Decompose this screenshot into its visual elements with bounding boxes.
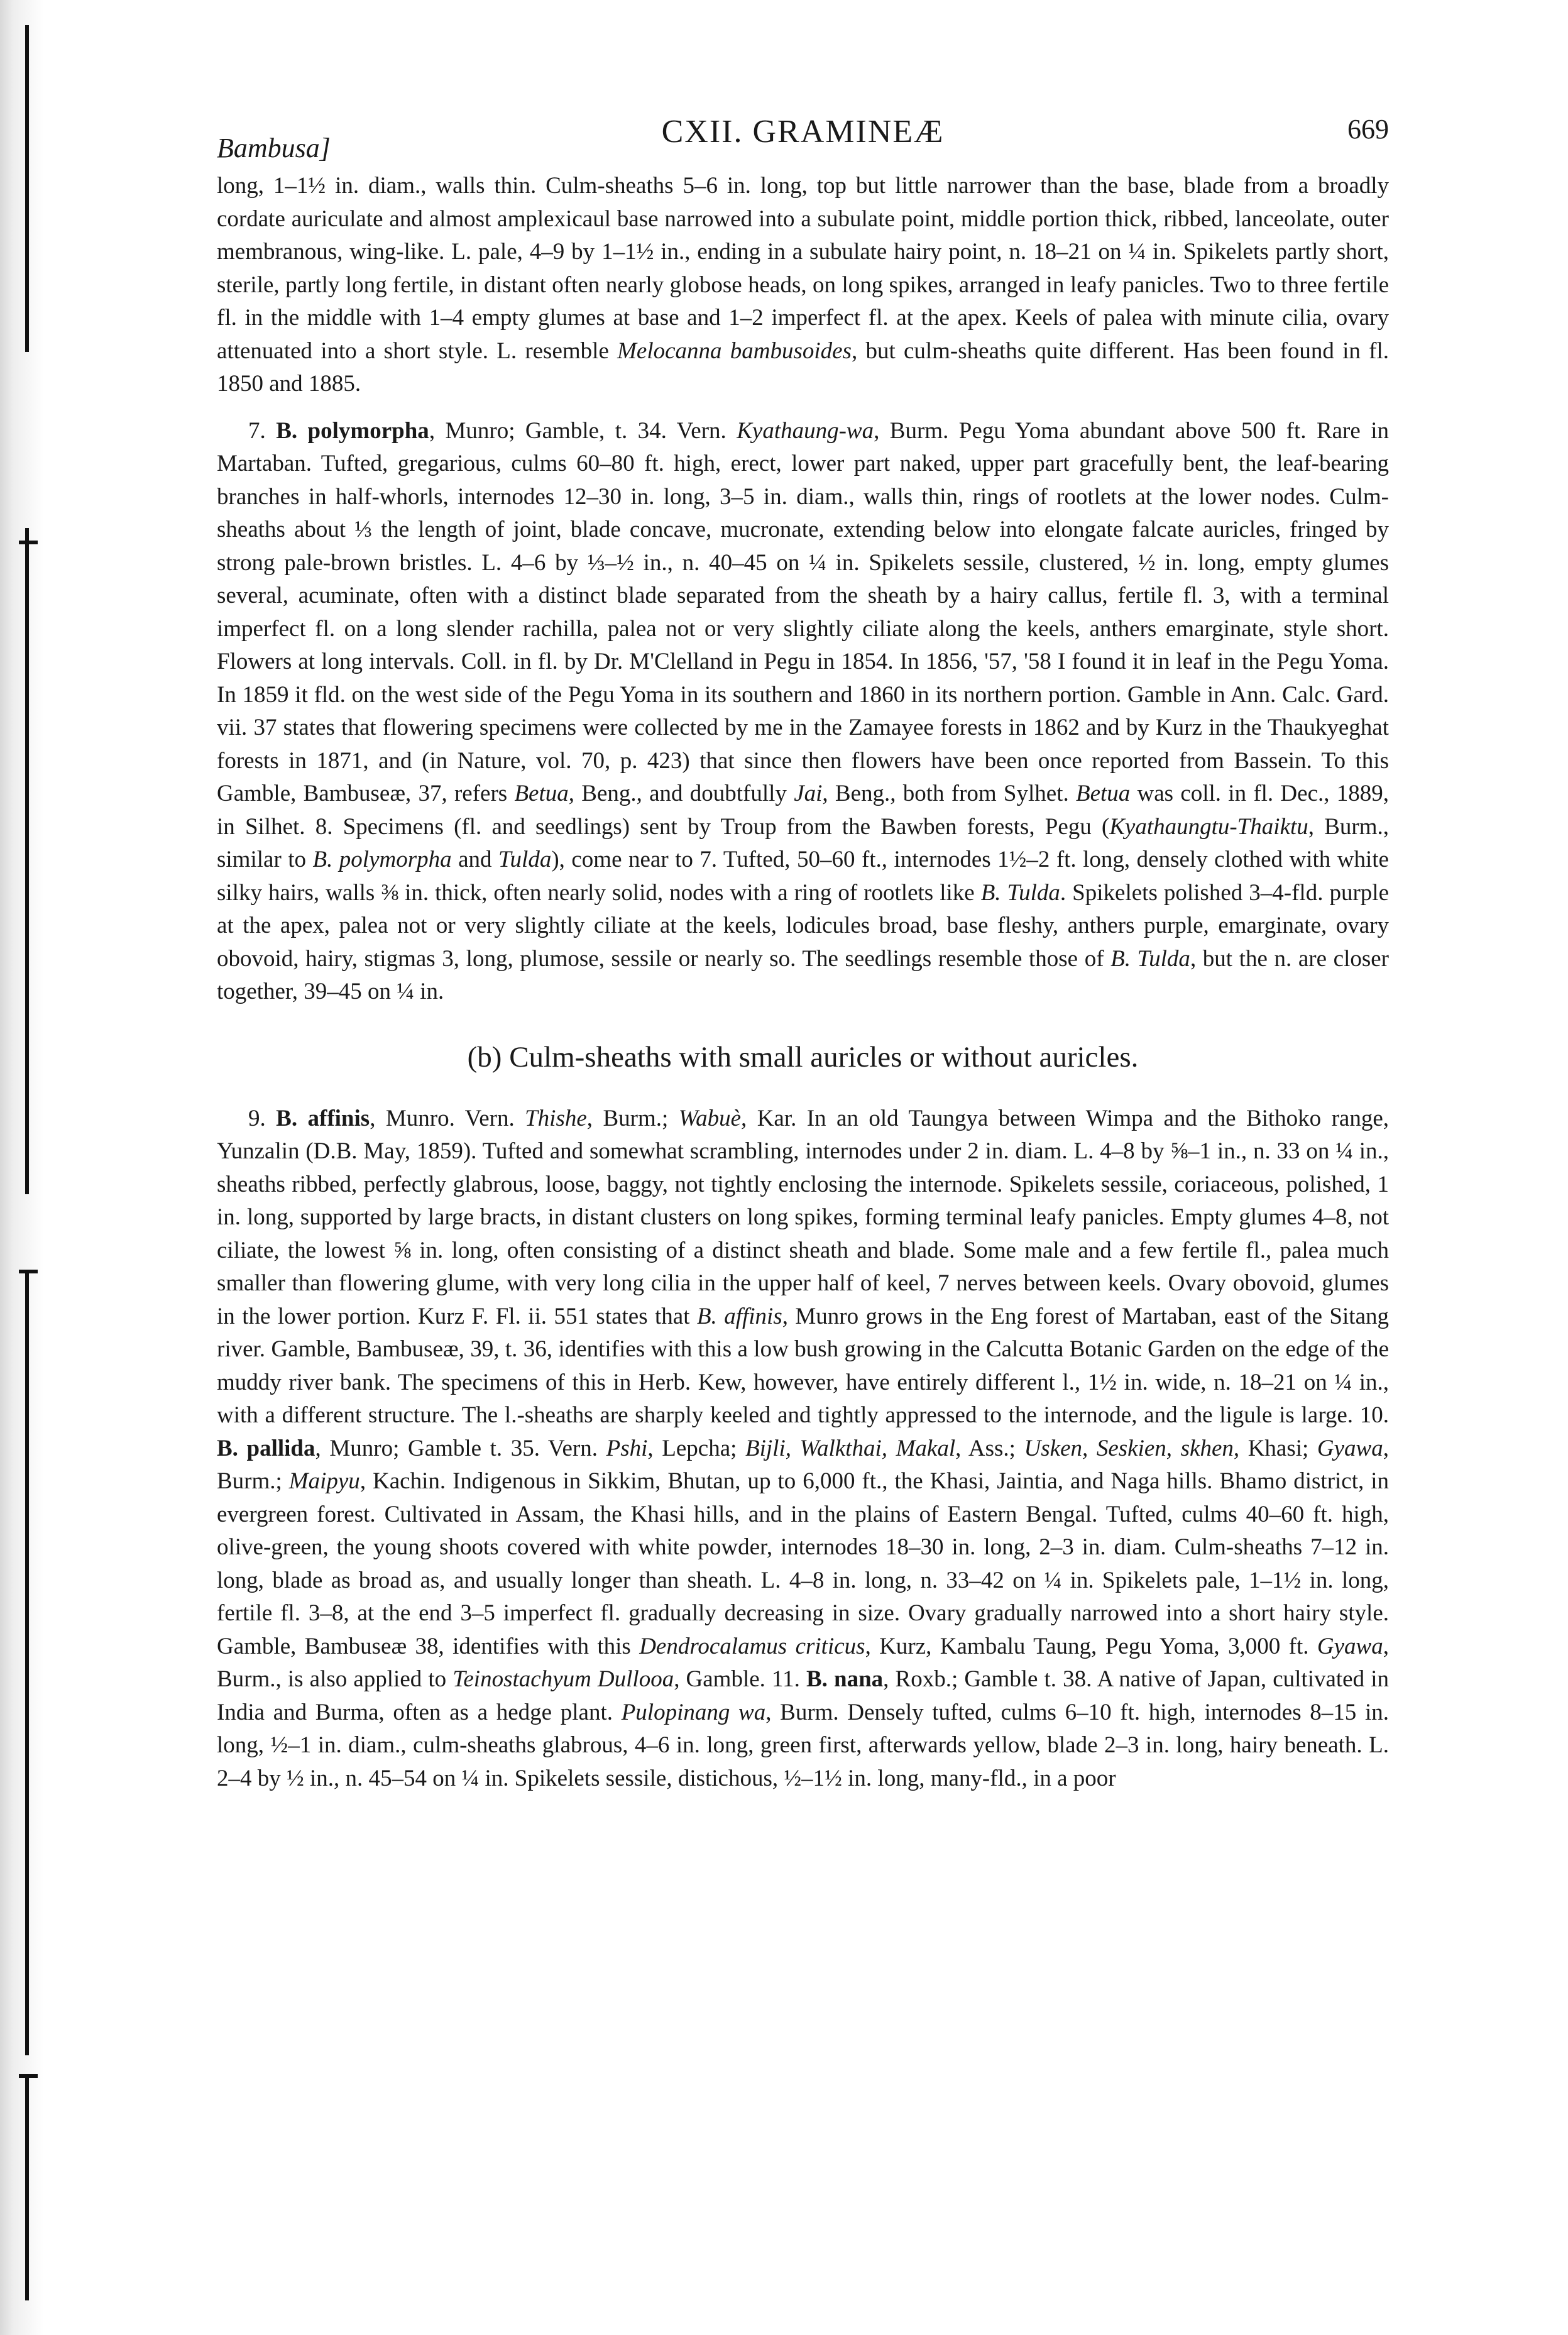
binding-line <box>25 1270 29 2055</box>
paragraph-continuation: long, 1–1½ in. diam., walls thin. Culm-sheaths 5–6 in. long, top but little narrower than the base, blade from a broadly cordate auriculate and almost amplexicaul base narrowed into a subulate point, middle portion thick, ribbed, lanceolate, outer membranous, wing-like. L. pale, 4–9 by 1–1½ in., ending in a subulate hairy point, n. 18–21 on ¼ in. Spikelets partly short, sterile, partly long fertile, in distant often nearly globose heads, on long spikes, arranged in leafy panicles. Two to three fertile fl. in the middle with 1–4 empty glumes at base and 1–2 imperfect fl. at the apex. Keels of palea with minute cilia, ovary attenuated into a short style. L. resemble Melocanna bambusoides, but culm-sheaths quite different. Has been found in fl. 1850 and 1885. <box>217 173 1389 397</box>
binding-tick <box>19 2074 38 2078</box>
binding-line <box>25 528 29 1194</box>
running-header <box>217 107 1389 170</box>
paragraph-b-polymorpha: 7. B. polymorpha, Munro; Gamble, t. 34. Vern. Kyathaung-wa, Burm. Pegu Yoma abundant above 500 ft. Rare in Martaban. Tufted, gregarious, culms 60–80 ft. high, erect, lower part naked, upper part gracefully bent, the leaf-bearing branches in half-whorls, internodes 12–30 in. long, 3–5 in. diam., walls thin, rings of rootlets at the lower nodes. Culm-sheaths about ⅓ the length of joint, blade concave, mucronate, extending below into elongate falcate auricles, fringed by strong pale-brown bristles. L. 4–6 by ⅓–½ in., n. 40–45 on ¼ in. Spikelets sessile, clustered, ½ in. long, empty glumes several, acuminate, often with a distinct blade separated from the sheath by a hairy callus, fertile fl. 3, with a terminal imperfect fl. on a long slender rachilla, palea not or very slightly ciliate along the keels, anthers emarginate, style short. Flowers at long intervals. Coll. in fl. by Dr. M'Clelland in Pegu in 1854. In 1856, '57, '58 I found it in leaf in the Pegu Yoma. In 1859 it fld. on the west side of the Pegu Yoma in its southern and 1860 in its northern portion. Gamble in Ann. Calc. Gard. vii. 37 states that flowering specimens were collected by me in the Zamayee forests in 1862 and by Kurz in the Thaukyeghat forests in 1871, and (in Nature, vol. 70, p. 423) that since then flowers have been once reported from Bassein. To this Gamble, Bambuseæ, 37, refers Betua, Beng., and doubtfully Jai, Beng., both from Sylhet. Betua was coll. in fl. Dec., 1889, in Silhet. 8. Specimens (fl. and seedlings) sent by Troup from the Bawben forests, Pegu (Kyathaungtu-Thaiktu, Burm., similar to B. polymorpha and Tulda), come near to 7. Tufted, 50–60 ft., internodes 1½–2 ft. long, densely clothed with white silky hairs, walls ⅜ in. thick, often nearly solid, nodes with a ring of rootlets like B. Tulda. Spikelets polished 3–4-fld. purple at the apex, palea not or very slightly ciliate at the keels, lodicules broad, base fleshy, anthers purple, emarginate, ovary obovoid, hairy, stigmas 3, long, plumose, sessile or nearly so. The seedlings resemble those of B. Tulda, but the n. are closer together, 39–45 on ¼ in. <box>217 417 1390 1004</box>
binding-line <box>25 25 29 352</box>
page <box>217 107 1389 1795</box>
binding-edge <box>0 0 44 2335</box>
section-subheading: (b) Culm-sheaths with small auricles or without auricles. <box>467 1040 1139 1074</box>
header-genus: Bambusa] <box>217 133 331 163</box>
binding-line <box>25 2074 29 2300</box>
binding-tick <box>19 541 38 544</box>
header-title: CXII. GRAMINEÆ <box>661 114 945 150</box>
paragraph-b-affinis: 9. B. affinis, Munro. Vern. Thishe, Burm.; Wabuè, Kar. In an old Taungya between Wimpa and the Bithoko range, Yunzalin (D.B. May, 1859). Tufted and somewhat scrambling, internodes under 2 in. diam. L. 4–8 by ⅝–1 in., n. 33 on ¼ in., sheaths ribbed, perfectly glabrous, loose, baggy, not tightly enclosing the internode. Spikelets sessile, coriaceous, polished, 1 in. long, supported by large bracts, in distant clusters on long spikes, forming terminal leafy panicles. Empty glumes 4–8, not ciliate, the lowest ⅝ in. long, often consisting of a distinct sheath and blade. Some male and a few fertile fl., palea much smaller than flowering glume, with very long cilia in the upper half of keel, 7 nerves between keels. Ovary obovoid, glumes in the lower portion. Kurz F. Fl. ii. 551 states that B. affinis, Munro grows in the Eng forest of Martaban, east of the Sitang river. Gamble, Bambuseæ, 39, t. 36, identifies with this a low bush growing in the Calcutta Botanic Garden on the edge of the muddy river bank. The specimens of this in Herb. Kew, however, have entirely different l., 1½ in. wide, n. 18–21 on ¼ in., with a different structure. The l.-sheaths are sharply keeled and tightly appressed to the internode, and the ligule is large. 10. B. pallida, Munro; Gamble t. 35. Vern. Pshi, Lepcha; Bijli, Walkthai, Makal, Ass.; Usken, Seskien, skhen, Khasi; Gyawa, Burm.; Maipyu, Kachin. Indigenous in Sikkim, Bhutan, up to 6,000 ft., the Khasi, Jaintia, and Naga hills. Bhamo district, in evergreen forest. Cultivated in Assam, the Khasi hills, and in the plains of Eastern Bengal. Tufted, culms 40–60 ft. high, olive-green, the young shoots covered with white powder, internodes 18–30 in. long, 2–3 in. diam. Culm-sheaths 7–12 in. long, blade as broad as, and usually longer than sheath. L. 4–8 in. long, n. 33–42 on ¼ in. Spikelets pale, 1–1½ in. long, fertile fl. 3–8, at the end 3–5 imperfect fl. gradually decreasing in size. Ovary gradually narrowed into a short hairy style. Gamble, Bambuseæ 38, identifies with this Dendrocalamus criticus, Kurz, Kambalu Taung, Pegu Yoma, 3,000 ft. Gyawa, Burm., is also applied to Teinostachyum Dullooa, Gamble. 11. B. nana, Roxb.; Gamble t. 38. A native of Japan, cultivated in India and Burma, often as a hedge plant. Pulopinang wa, Burm. Densely tufted, culms 6–10 ft. high, internodes 8–15 in. long, ½–1 in. diam., culm-sheaths glabrous, 4–6 in. long, green first, afterwards yellow, blade 2–3 in. long, hairy beneath. L. 2–4 by ½ in., n. 45–54 on ¼ in. Spikelets sessile, distichous, ½–1½ in. long, many-fld., in a poor <box>217 1105 1390 1791</box>
binding-tick <box>19 1270 38 1273</box>
page-number: 669 <box>1347 114 1389 145</box>
